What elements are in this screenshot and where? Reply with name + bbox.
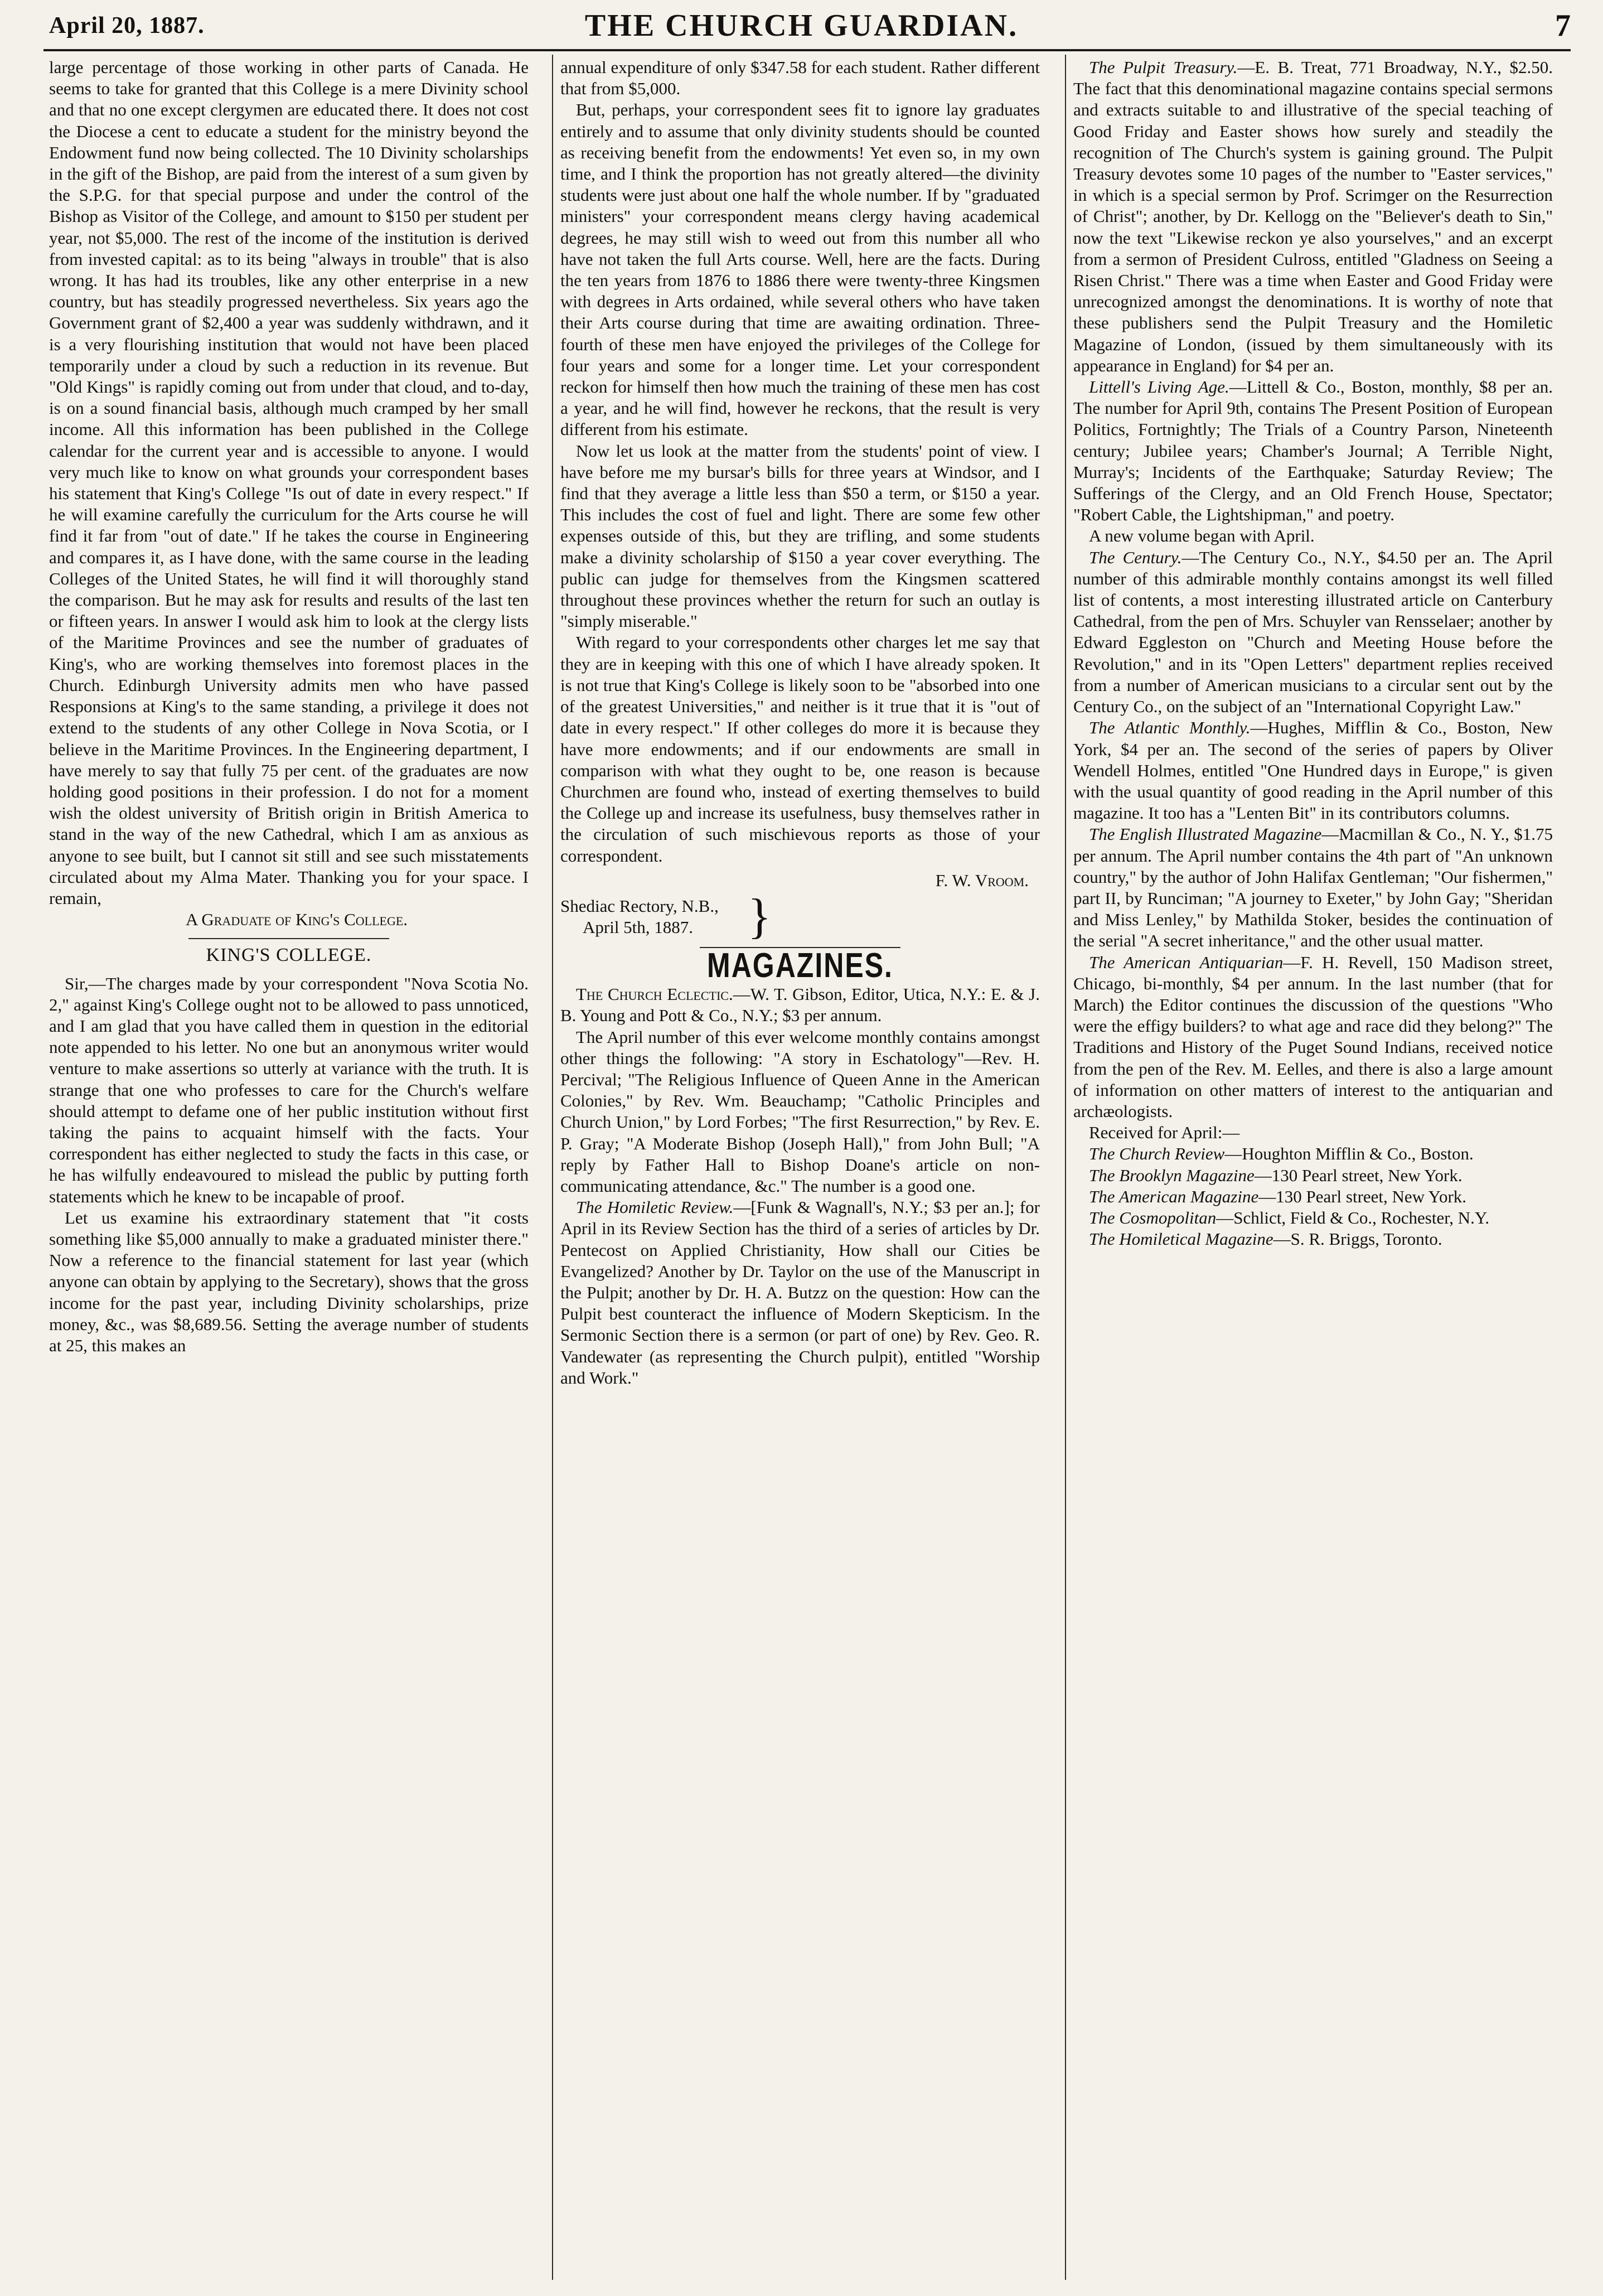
magazine-entry — [1073, 717, 1553, 824]
magazine-title: The American Magazine — [1089, 1186, 1259, 1206]
dateline-place: Shediac Rectory, N.B., — [560, 896, 719, 916]
dateline — [560, 889, 1040, 944]
article-paragraph: With regard to your correspondents other charges let me say that they are in keeping with this one of which I have already spoken. It is not true that King's College is likely soon to be "absorbed into one of the greatest Universities," and neither is it true that it is "out of date in every respect." If other colleges do more it is because they have more endowments; and if our endowments are small in comparison with what they ought to be, one reason is because Churchmen are found who, instead of exerting themselves to build the College up and increase its usefulness, busy themselves rather in the circulation of such mischievous reports as those of your correspondent. — [560, 632, 1040, 866]
magazine-entry — [1073, 1165, 1553, 1186]
column-divider — [1065, 55, 1066, 2280]
magazine-text: The April number of this ever welcome monthly contains amongst other things the following: "A story in Eschatology"—Rev. H. Percival; "The Religious Influence of Queen Anne in the American Colonies," by Rev. Wm. Beauchamp; "Catholic Principles and Church Union," by Lord Forbes; "The first Resurrection," by Rev. E. P. Gray; "A Moderate Bishop (Joseph Hall)," from John Bull; "A reply by Father Hall to Bishop Doane's article on non-communicating attendance, &c." The number is a good one. — [560, 1027, 1040, 1196]
magazine-entry — [1073, 1207, 1553, 1229]
magazine-entry — [560, 984, 1040, 1026]
article-paragraph: large percentage of those working in other parts of Canada. He seems to take for granted that this College is a mere Divinity school and that no one except clergymen are educated there. It does not cost the Diocese a cent to educate a student for the ministry beyond the Endowment fund now being collected. The 10 Divinity scholarships in the gift of the Bishop, are paid from the interest of a sum given by the S.P.G. for that special purpose and under the control of the Bishop as Visitor of the College, and amount to $150 per student per year, not $5,000. The rest of the income of the institution is derived from invested capital: as to its being "always in trouble" that is also wrong. It has had its troubles, like any other enterprise in a new country, but has steadily progressed nevertheless. Six years ago the Government grant of $2,400 a year was suddenly withdrawn, and it is a very flourishing institution that would not have been placed temporarily under a cloud by such a reduction in its revenue. But "Old Kings" is rapidly coming out from under that cloud, and to-day, is on a sound financial basis, although much cramped by her small income. All this information has been published in the College calendar for the current year and is accessible to anyone. I would very much like to know on what grounds your correspondent bases his statement that King's College "Is out of date in every respect." If he will examine carefully the curriculum for the Arts course he will find it far from "out of date." If he takes the course in Engineering and compares it, as I have done, with the same course in the leading Colleges of the United States, he will find it will thoroughly stand the comparison. But he may ask for results and results of the last ten or fifteen years. In answer I would ask him to look at the clergy lists of the Maritime Provinces and see the number of graduates of King's, who are working themselves into foremost places in the Church. Edinburgh University admits men who have passed Responsions at King's to the same standing, a privilege it does not extend to the students of any other College in Nova Scotia, or I believe in the Maritime Provinces. In the Engineering department, I have merely to say that fully 75 per cent. of the graduates are now holding good positions in their profession. I do not for a moment wish the oldest university of British origin in British America to stand in the way of the new Cathedral, which I am as anxious as anyone to see built, but I cannot sit still and see such misstatements circulated about my Alma Mater. Thanking you for your space. I remain, — [49, 57, 529, 908]
section-rule — [188, 938, 389, 939]
magazine-entry — [1073, 57, 1553, 376]
magazine-entry — [1073, 547, 1553, 718]
letter-signature: F. W. Vroom. — [935, 870, 1029, 890]
magazine-title: The Pulpit Treasury. — [1089, 57, 1238, 77]
magazine-text: —Houghton Mifflin & Co., Boston. — [1224, 1144, 1474, 1164]
magazine-title: The Atlantic Monthly. — [1089, 718, 1251, 738]
brace-glyph: } — [748, 889, 772, 944]
dateline-date: April 5th, 1887. — [583, 917, 694, 937]
letter-signature: A Graduate of King's College. — [185, 910, 408, 930]
article-paragraph: annual expenditure of only $347.58 for each student. Rather different that from $5,000. — [560, 57, 1040, 99]
magazine-title: Littell's Living Age. — [1089, 377, 1229, 397]
section-title-kings-college: KING'S COLLEGE. — [206, 945, 372, 966]
magazine-title: The Cosmopolitan — [1089, 1207, 1217, 1227]
magazine-text: A new volume began with April. — [1089, 526, 1315, 546]
column-2 — [560, 57, 1040, 2279]
article-paragraph: But, perhaps, your correspondent sees fit to ignore lay graduates entirely and to assume that only divinity students should be counted as receiving benefit from the endowments! Yet even so, in my own time, and I think the proportion has not greatly altered—the divinity students were just about one half the whole number. If by "graduated ministers" your correspondent means clergy having academical degrees, he may still wish to weed out from this number all who have not taken the full Arts course. Well, here are the facts. During the ten years from 1876 to 1886 there were twenty-three Kingsmen with degrees in Arts ordained, while several others who have taken their Arts course during that time are awaiting ordination. Three-fourth of these men have enjoyed the privileges of the College for four years and some for a longer time. Let your correspondent reckon for himself then how much the training of these men has cost a year, and he will find, however he reckons, that the result is very different from his estimate. — [560, 100, 1040, 439]
magazine-title: The Homiletic Review. — [576, 1197, 734, 1217]
column-1 — [49, 57, 529, 2279]
magazine-text: —S. R. Briggs, Toronto. — [1273, 1229, 1442, 1249]
magazine-text: Received for April:— — [1089, 1123, 1240, 1143]
magazine-entry — [560, 1027, 1040, 1197]
magazine-text: —The Century Co., N.Y., $4.50 per an. The April number of this admirable monthly contains amongst its well filled list of contents, a most interesting illustrated article on Canterbury Cathedral, from the pen of Mrs. Schuyler van Rensselaer; another by Edward Eggleston on "Church and Meeting House before the Revolution," and in its "Open Letters" department replies received from a number of American musicians to a circular sent out by the Century Co., on the subject of an "International Copyright Law." — [1073, 547, 1553, 717]
article-paragraph: Let us examine his extraordinary statement that "it costs something like $5,000 annually to make a graduated minister there." Now a reference to the financial statement for last year (which anyone can obtain by applying to the Secretary), shows that the gross income for the past year, including Divinity scholarships, prize money, &c., was $8,689.56. Setting the average number of students at 25, this makes an — [49, 1207, 529, 1355]
section-title-magazines: MAGAZINES. — [707, 945, 893, 985]
dateline-text — [560, 896, 744, 938]
magazine-entry — [1073, 376, 1553, 525]
article-paragraph: Now let us look at the matter from the students' point of view. I have before me my bursar's bills for three years at Windsor, and I find that they average a little less than $50 a term, or $150 a year. This includes the cost of fuel and light. There are some few other expenses outside of this, but they are trifling, and some students make a divinity scholarship of $150 a year cover everything. The public can judge for themselves from the Kingsmen scattered throughout these provinces whether the return for such an outlay is "simply miserable." — [560, 441, 1040, 631]
magazine-entry — [1073, 1229, 1553, 1250]
issue-date: April 20, 1887. — [49, 13, 205, 38]
magazine-text: —Macmillan & Co., N. Y., $1.75 per annum. The April number contains the 4th part of "An unknown country," by the author of John Halifax Gentleman; "Our fishermen," part II, by Runciman; "A journey to Exeter," by John Gay; "Sheridan and Miss Lenley," by Mathilda Stoker, besides the continuation of the serial "A secret inheritance," and the other usual matter. — [1073, 824, 1553, 951]
magazine-text: —Schlict, Field & Co., Rochester, N.Y. — [1216, 1207, 1490, 1227]
magazine-entry — [1073, 952, 1553, 1123]
magazine-text: —Littell & Co., Boston, monthly, $8 per an. The number for April 9th, contains The Present Position of European Politics, Fortnightly; The Trials of a Country Parson, Nineteenth century; Jubilee years; Chamber's Journal; A Terrible Night, Murray's; Incidents of the Earthquake; Saturday Review; The Sufferings of the Clergy, and an Old French House, Spectator; "Robert Cable, the Lightshipman," and poetry. — [1073, 377, 1553, 525]
masthead — [0, 0, 1603, 50]
magazine-text: —[Funk & Wagnall's, N.Y.; $3 per an.]; for April in its Review Section has the third of a series of articles by Dr. Pentecost on Applied Christianity, How shall our Cities be Evangelized? Another by Dr. Taylor on the use of the Manuscript in the Pulpit; another by Dr. H. A. Butzz on the question: How can the Pulpit best counteract the influence of Modern Skepticism. In the Sermonic Section there is a sermon (or part of one) by Rev. Geo. R. Vandewater (as representing the Church pulpit), entitled "Worship and Work." — [560, 1197, 1040, 1388]
magazine-entry — [560, 1197, 1040, 1389]
magazine-title: The Homiletical Magazine — [1089, 1229, 1273, 1249]
magazine-entry — [1073, 1143, 1553, 1164]
masthead-rule — [43, 49, 1571, 51]
magazine-entry — [1073, 1186, 1553, 1207]
article-paragraph: Sir,—The charges made by your correspondent "Nova Scotia No. 2," against King's College ought not to be allowed to pass unnoticed, and I am glad that you have called them in question in the editorial note appended to his letter. No one but an anonymous writer would venture to make assertions so utterly at variance with the truth. It is strange that one who professes to care for the Church's welfare should attempt to defame one of her public institution without first taking the pains to acquaint himself with the facts. Your correspondent has either neglected to study the facts in this case, or he has wilfully endeavoured to mislead the public by putting forth statements which he knew to be incapable of proof. — [49, 973, 529, 1206]
column-3 — [1073, 57, 1553, 2279]
magazine-text: —F. H. Revell, 150 Madison street, Chicago, bi-monthly, $4 per annum. In the last number (that for March) the Editor continues the discussion of the questions "Who were the effigy builders? to what age and race did they belong?" The Traditions and History of the Puget Sound Indians, received notice from the pen of the Rev. M. Eelles, and there is also a large amount of information on other matters of interest to the antiquarian and archæologists. — [1073, 952, 1553, 1121]
magazine-text: —130 Pearl street, New York. — [1254, 1165, 1462, 1185]
magazine-title: The Brooklyn Magazine — [1089, 1165, 1255, 1185]
magazine-title: The English Illustrated Magazine — [1089, 824, 1322, 844]
magazine-title: The Church Review — [1089, 1144, 1225, 1164]
magazine-text: —E. B. Treat, 771 Broadway, N.Y., $2.50. The fact that this denominational magazine contains special sermons and extracts suitable to and illustrative of the special teaching of Good Friday and Easter shows how surely and steadily the recognition of The Church's system is gaining ground. The Pulpit Treasury devotes some 10 pages of the number to "Easter services," in which is a special sermon by Prof. Scrimger on the Resurrection of Christ"; another, by Dr. Kellogg on the "Believer's death to Sin," now the text "Likewise reckon ye also yourselves," and an excerpt from a sermon of President Culross, entitled "Gladness on Seeing a Risen Christ." There was a time when Easter and Good Friday were unrecognized amongst the denominations. It is worthy of note that these publishers send the Pulpit Treasury and the Homiletic Magazine of London, (issued by them simultaneously with its appearance in England) for $4 per an. — [1073, 57, 1553, 375]
magazine-title: The Church Eclectic. — [576, 984, 733, 1004]
magazine-text: —Hughes, Mifflin & Co., Boston, New York, $4 per an. The second of the series of papers by Oliver Wendell Holmes, entitled "One Hundred days in Europe," is given with the usual quantity of good reading in the April number of this magazine. It too has a "Lenten Bit" in its contributors columns. — [1073, 718, 1553, 823]
page-number: 7 — [1555, 8, 1571, 43]
magazine-title: The Century. — [1089, 547, 1182, 567]
magazine-text: —W. T. Gibson, Editor, Utica, N.Y.: E. & J. B. Young and Pott & Co., N.Y.; $3 per annum. — [560, 984, 1040, 1026]
newspaper-title: THE CHURCH GUARDIAN. — [584, 8, 1019, 43]
magazine-title: The American Antiquarian — [1089, 952, 1284, 972]
magazine-note — [1073, 525, 1553, 547]
magazine-entry — [1073, 824, 1553, 951]
received-heading — [1073, 1122, 1553, 1143]
column-divider — [552, 55, 553, 2280]
magazine-text: —130 Pearl street, New York. — [1258, 1186, 1467, 1206]
